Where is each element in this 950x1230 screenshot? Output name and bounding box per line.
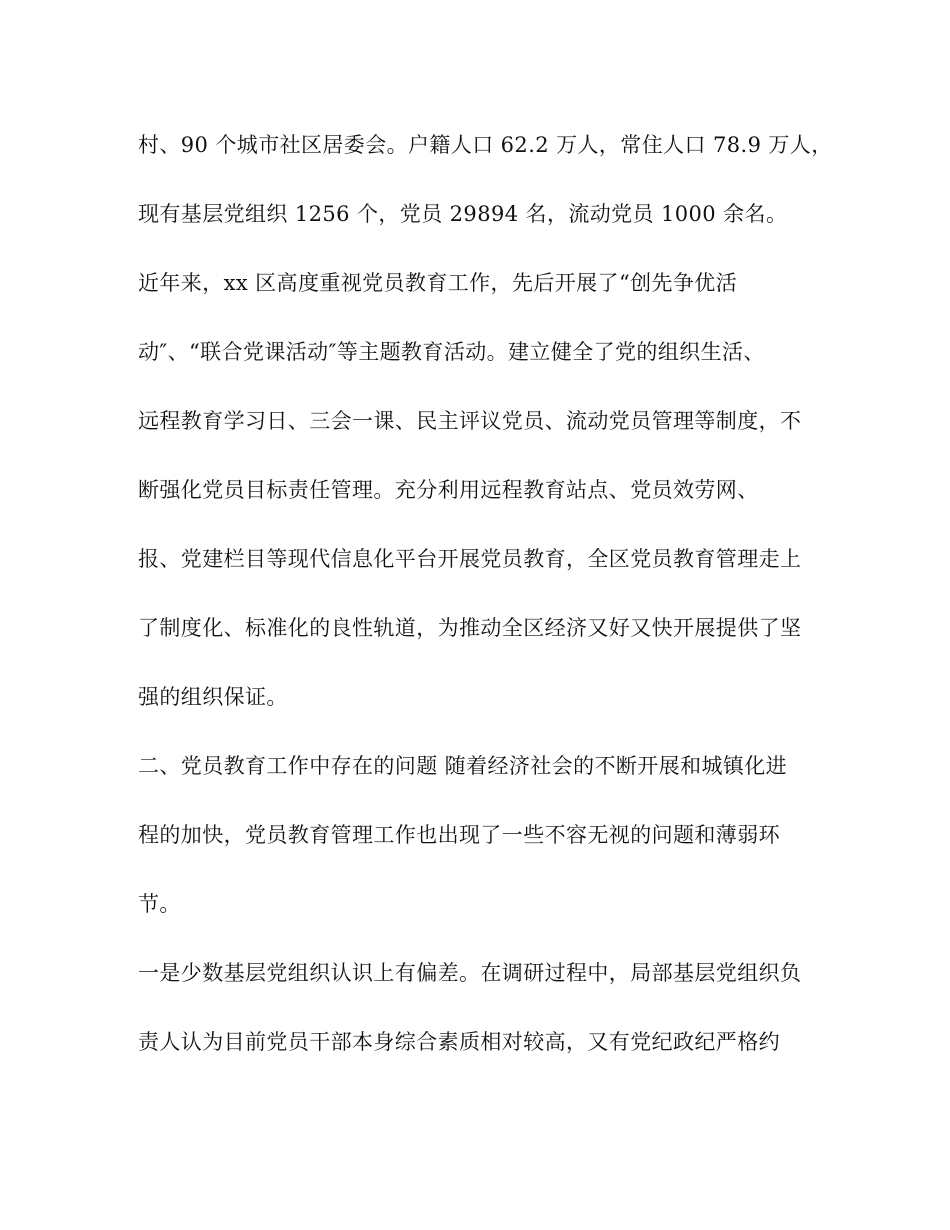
text-line: 现有基层党组织 1256 个，党员 29894 名，流动党员 1000 余名。 <box>138 202 788 226</box>
text-line: 报、党建栏目等现代信息化平台开展党员教育，全区党员教育管理走上 <box>138 547 802 571</box>
text-line: 了制度化、标准化的良性轨道，为推动全区经济又好又快开展提供了坚 <box>138 616 802 640</box>
text-line: 程的加快，党员教育管理工作也出现了一些不容无视的问题和薄弱环 <box>138 823 780 847</box>
text-line: 节。 <box>138 892 181 916</box>
text-line: 二、党员教育工作中存在的问题 随着经济社会的不断开展和城镇化进 <box>138 754 788 778</box>
text-line: 责人认为目前党员干部本身综合素质相对较高，又有党纪政纪严格约 <box>138 1030 780 1054</box>
text-line: 一是少数基层党组织认识上有偏差。在调研过程中，局部基层党组织负 <box>138 961 802 985</box>
text-line: 远程教育学习日、三会一课、民主评议党员、流动党员管理等制度，不 <box>138 409 802 433</box>
text-line: 强的组织保证。 <box>138 685 288 709</box>
text-line: 村、90 个城市社区居委会。户籍人口 62.2 万人，常住人口 78.9 万人， <box>138 133 833 157</box>
text-line: 动″、“联合党课活动″等主题教育活动。建立健全了党的组织生活、 <box>138 340 765 364</box>
text-line: 断强化党员目标责任管理。充分利用远程教育站点、党员效劳网、 <box>138 478 759 502</box>
text-line: 近年来，xx 区高度重视党员教育工作，先后开展了“创先争优活 <box>138 271 738 295</box>
